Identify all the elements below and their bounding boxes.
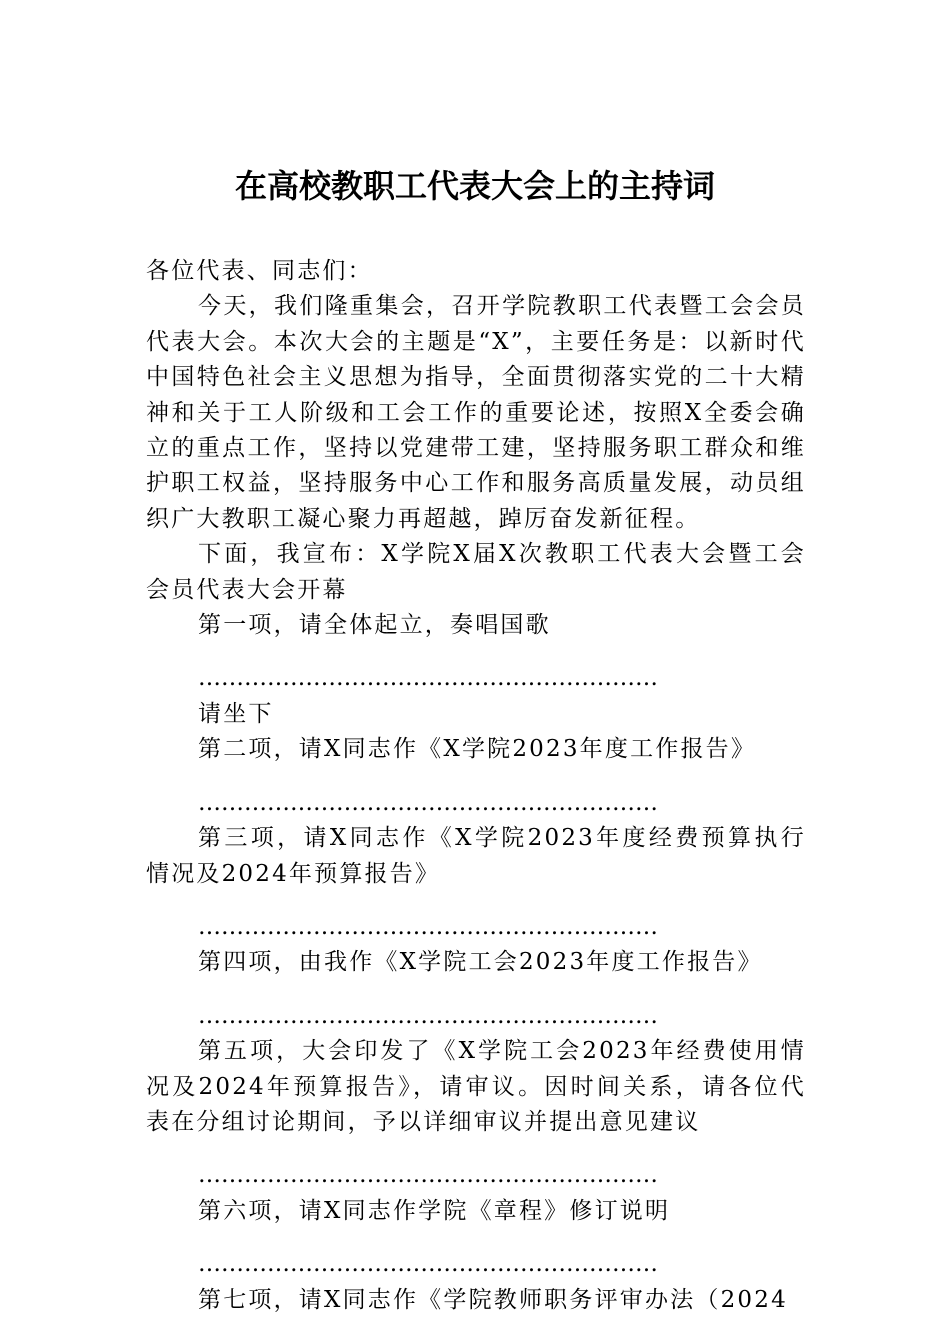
agenda-item-1: 第一项，请全体起立，奏唱国歌 [198, 612, 551, 639]
announcement-paragraph: 下面，我宣布：X学院X届X次教职工代表大会暨工会会员代表大会开幕 [146, 541, 806, 603]
agenda-item-4: 第四项，由我作《X学院工会2023年度工作报告》 [198, 949, 763, 976]
agenda-item-5: 第五项，大会印发了《X学院工会2023年经费使用情况及2024年预算报告》，请审议。因时间关系，请各位代表在分组讨论期间，予以详细审议并提出意见建议 [146, 1038, 806, 1135]
ellipsis-line-3: …………………………………………………… [198, 913, 658, 940]
ellipsis-line-6: …………………………………………………… [198, 1251, 658, 1278]
document-body [146, 254, 806, 1318]
ellipsis-line-1: …………………………………………………… [198, 665, 658, 692]
ellipsis-line-4: …………………………………………………… [198, 1002, 658, 1029]
ellipsis-line-2: …………………………………………………… [198, 789, 658, 816]
ellipsis-line-5: …………………………………………………… [198, 1162, 658, 1189]
sit-down-line: 请坐下 [198, 700, 274, 727]
agenda-item-6: 第六项，请X同志作学院《章程》修订说明 [198, 1197, 671, 1224]
agenda-item-2: 第二项，请X同志作《X学院2023年度工作报告》 [198, 736, 757, 763]
salutation: 各位代表、同志们： [146, 258, 373, 284]
document-title: 在高校教职工代表大会上的主持词 [234, 167, 715, 205]
agenda-item-3: 第三项，请X同志作《X学院2023年度经费预算执行情况及2024年预算报告》 [146, 825, 806, 887]
opening-paragraph: 今天，我们隆重集会，召开学院教职工代表暨工会会员代表大会。本次大会的主题是“X”，主要任务是：以新时代中国特色社会主义思想为指导，全面贯彻落实党的二十大精神和关于工人阶级和工会工作的重要论述，按照X全委会确立的重点工作，坚持以党建带工建，坚持服务职工群众和维护职工权益，坚持服务中心工作和服务高质量发展，动员组织广大教职工凝心聚力再超越，踔厉奋发新征程。 [146, 293, 806, 532]
agenda-item-7: 第七项，请X同志作《学院教师职务评审办法（2024 [198, 1286, 788, 1313]
